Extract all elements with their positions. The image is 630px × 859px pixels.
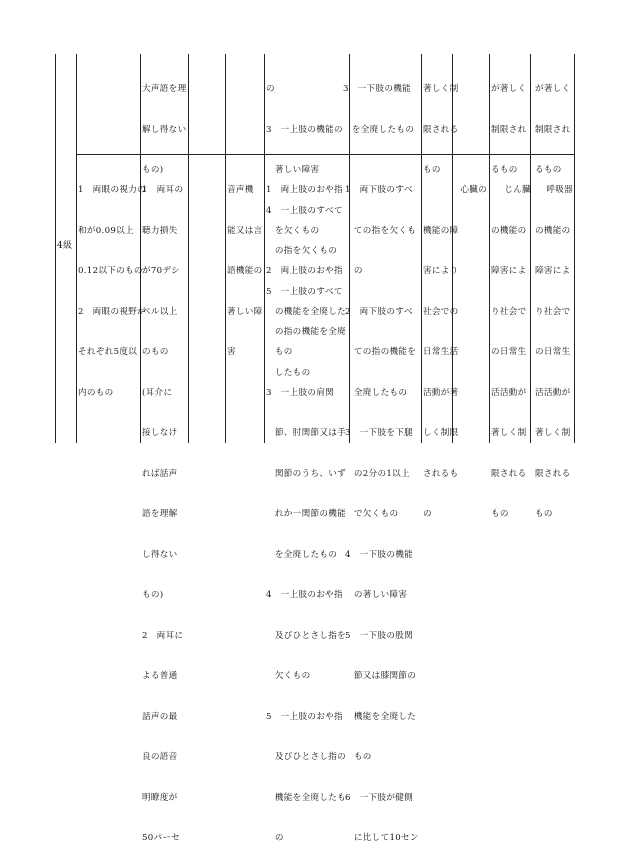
text-line: 5 一下肢の股関	[345, 630, 414, 641]
text-line: の	[345, 266, 363, 276]
text-line: るもの	[535, 165, 562, 175]
text-line: 音声機	[227, 185, 254, 195]
grade4-speech-cell	[227, 157, 263, 373]
grade-label: 4級	[57, 241, 73, 251]
table-vline	[574, 54, 575, 443]
text-line: 話声の最	[142, 711, 178, 722]
text-line: 解し得ない	[142, 124, 187, 135]
text-line: ての指を欠くも	[345, 225, 417, 236]
text-line: 機能を全廃したも	[266, 792, 347, 803]
text-line: 節又は膝関節の	[345, 671, 417, 681]
text-line: 欠くもの	[266, 671, 311, 681]
text-line: もの	[345, 752, 372, 762]
text-line: 1 両上肢のおや指	[266, 185, 343, 195]
text-line: 呼吸器	[546, 185, 573, 195]
text-line: のもの	[142, 347, 169, 357]
text-line: 3 一上肢の肩関	[266, 387, 335, 398]
text-line: もの	[266, 347, 293, 357]
text-line: し得ない	[142, 549, 178, 560]
text-line: もの	[423, 165, 441, 175]
text-line: 大声語を理	[142, 84, 187, 94]
text-line: の機能を全廃した	[266, 306, 347, 317]
text-line: 著しい障	[227, 306, 263, 317]
grade4-hearing-cell	[142, 157, 183, 859]
text-line: 4 一上肢のすべて	[266, 205, 343, 216]
text-line: 心臓の	[460, 185, 487, 195]
text-line: の日常生	[491, 347, 527, 357]
text-line: の2分の1以上	[345, 468, 410, 479]
text-line: の	[266, 833, 284, 843]
text-line: 4 一上肢のおや指	[266, 590, 343, 600]
text-line: 社会での	[423, 306, 459, 317]
text-line: 限される	[535, 468, 571, 479]
text-line: 0.12以下のもの	[78, 266, 143, 276]
grade4-respiratory-cell	[535, 157, 573, 535]
text-line: 関節のうち、いず	[266, 468, 347, 479]
text-line: 障害によ	[491, 266, 527, 276]
text-line: 語を理解	[142, 509, 178, 519]
text-line: 明瞭度が	[142, 792, 178, 803]
grade4-lower-limb-cell	[345, 157, 419, 859]
text-line: 害により	[423, 266, 459, 276]
grade4-vision-cell	[78, 157, 146, 414]
text-line: 能又は言	[227, 225, 263, 236]
text-line: に比して10セン	[345, 833, 419, 843]
text-line: 著しく制	[491, 428, 527, 438]
text-line: の機能の	[535, 225, 571, 236]
text-line: を全廃したもの	[266, 549, 338, 560]
text-line: 2 両耳に	[142, 630, 184, 641]
text-line: 限される	[491, 468, 527, 479]
table-vline	[264, 54, 265, 443]
text-line: 2 両眼の視野が	[78, 306, 147, 317]
text-line: されるも	[423, 468, 459, 479]
text-line: 3 一下肢の機能	[343, 84, 412, 94]
text-line: 2 両下肢のすべ	[345, 306, 413, 317]
text-line: れか一関節の機能	[266, 509, 347, 519]
text-line: 障害によ	[535, 266, 571, 276]
table-vline	[76, 54, 77, 443]
text-line: 活活動が	[535, 387, 571, 398]
grade4-kidney-cell	[491, 157, 531, 535]
text-line: 接しなけ	[142, 428, 178, 438]
text-line: が著しく	[535, 84, 571, 94]
text-line: の指の機能を全廃	[266, 327, 347, 337]
text-line: が70デシ	[142, 266, 181, 276]
text-line: 和が0.09以上	[78, 225, 134, 236]
text-line: もの	[535, 509, 553, 519]
text-line: 及びひとさし指の	[266, 752, 347, 762]
text-line: 良の語音	[142, 752, 178, 762]
table-vline	[421, 54, 422, 443]
text-line: (耳介に	[142, 387, 173, 398]
text-line: 内のもの	[78, 387, 114, 398]
text-line: の指を欠くもの	[266, 246, 338, 256]
text-line: れば話声	[142, 468, 178, 479]
text-line: したもの	[266, 367, 311, 378]
text-line: よる普通	[142, 671, 178, 681]
text-line: 及びひとさし指を	[266, 630, 347, 641]
grade4-heart-cell	[423, 157, 487, 535]
text-line: ベル以上	[142, 306, 178, 317]
text-line: の	[423, 509, 432, 519]
text-line: 語機能の	[227, 266, 263, 276]
text-line: 3 一下肢を下腿	[345, 428, 414, 438]
text-line: の	[266, 84, 275, 94]
text-line: 限される	[423, 124, 459, 135]
text-line: 1 両下肢のすべ	[345, 185, 413, 195]
text-line: るもの	[491, 165, 518, 175]
text-line: 制限され	[491, 124, 527, 135]
text-line: 4 一下肢の機能	[345, 549, 414, 560]
text-line: 2 両上肢のおや指	[266, 266, 343, 276]
text-line: 活活動が	[491, 387, 527, 398]
text-line: しく制限	[423, 428, 459, 438]
text-line: 機能を全廃した	[345, 711, 417, 722]
table-vline	[188, 54, 189, 443]
text-line: 日常生活	[423, 347, 459, 357]
text-line: の機能の	[491, 225, 527, 236]
text-line: り社会で	[491, 306, 527, 317]
text-line: それぞれ5度以	[78, 347, 138, 357]
text-line: 1 両耳の	[142, 185, 184, 195]
text-line: 機能の障	[423, 225, 459, 236]
text-line: ての指の機能を	[345, 347, 417, 357]
table-vline	[489, 54, 490, 443]
text-line: が著しく	[491, 84, 527, 94]
text-line: の著しい障害	[345, 590, 408, 600]
text-line: 害	[227, 347, 236, 357]
text-line: もの	[491, 509, 509, 519]
text-line: じん臓	[504, 185, 531, 195]
text-line: 50パーセ	[142, 833, 181, 843]
text-line: の日常生	[535, 347, 571, 357]
text-line: 著しく制	[535, 428, 571, 438]
text-line: 節、肘関節又は手	[266, 428, 347, 438]
text-line: 活動が著	[423, 387, 459, 398]
text-line: 著しい障害	[266, 165, 320, 175]
text-line: 著しく制	[423, 84, 459, 94]
text-line: を全廃したもの	[343, 124, 415, 135]
text-line: を欠くもの	[266, 225, 320, 236]
text-line: 3 一上肢の機能の	[266, 124, 343, 135]
text-line: もの)	[142, 590, 164, 600]
top-lower-limb-cell	[343, 56, 414, 151]
text-line: 全廃したもの	[345, 387, 408, 398]
text-line: もの)	[142, 165, 164, 175]
text-line: 6 一下肢が健側	[345, 792, 414, 803]
text-line: で欠くもの	[345, 509, 399, 519]
text-line: り社会で	[535, 306, 571, 317]
text-line: 1 両眼の視力の	[78, 185, 147, 195]
table-vline	[55, 54, 56, 443]
text-line: 5 一上肢のおや指	[266, 711, 343, 722]
text-line: 5 一上肢のすべて	[266, 286, 343, 297]
grade4-upper-limb-cell	[266, 157, 346, 859]
table-vline	[225, 54, 226, 443]
text-line: 聴力損失	[142, 225, 178, 236]
text-line: 制限され	[535, 124, 571, 135]
